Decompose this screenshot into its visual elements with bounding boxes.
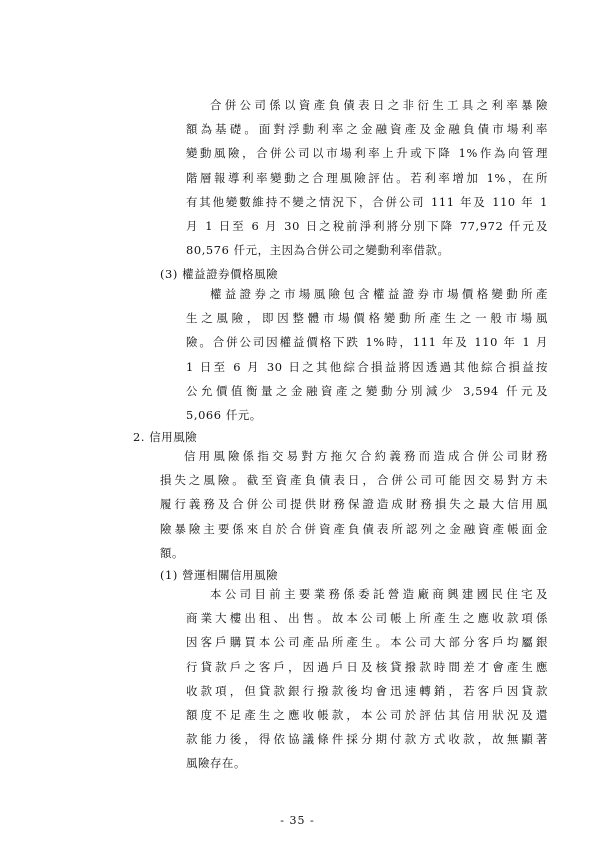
page-number: - 35 - [280,814,315,827]
text-line: 有其他變數維持不變之情況下，合併公司 111 年及 110 年 1 [186,194,548,209]
text-line: 款能力後，得依協議條件採分期付款方式收款，故無顯著 [186,732,548,747]
text-line: 80,576 仟元，主因為合併公司之變動利率借款。 [186,243,450,258]
text-line: 5,066 仟元。 [186,408,262,423]
section-heading-equity-price-risk: (3) 權益證券價格風險 [160,267,279,281]
text-line: 額度不足產生之應收帳款，本公司於評估其信用狀況及還 [186,708,548,723]
section-heading-credit-risk: 2. 信用風險 [133,430,198,444]
text-line: 損失之風險。截至資產負債表日，合併公司可能因交易對方未 [160,473,548,488]
text-line: 額為基礎。面對浮動利率之金融資產及金融負債市場利率 [186,122,548,137]
text-line: 階層報導利率變動之合理風險評估。若利率增加 1%，在所 [186,170,548,185]
text-line: 月 1 日至 6 月 30 日之稅前淨利將分別下降 77,972 仟元及 [186,219,548,234]
text-line: 因客戶購買本公司產品所產生。本公司大部分客戶均屬銀 [186,635,548,650]
text-line: 險暴險主要係來自於合併資產負債表所認列之金融資產帳面金 [160,521,548,536]
text-line: 履行義務及合併公司提供財務保證造成財務損失之最大信用風 [160,497,548,512]
text-line: 合併公司係以資產負債表日之非衍生工具之利率暴險 [210,98,548,112]
text-line: 權益證券之市場風險包含權益證券市場價格變動所產 [210,287,548,301]
interest-rate-paragraph [186,93,548,262]
text-line: 商業大樓出租、出售。故本公司帳上所產生之應收款項係 [186,611,548,626]
text-line: 生之風險，即因整體市場價格變動所產生之一般市場風 [186,311,548,326]
equity-price-paragraph [186,282,548,427]
text-line: 額。 [160,545,184,560]
text-line: 變動風險，合併公司以市場利率上升或下降 1%作為向管理 [186,146,548,161]
text-line: 行貸款戶之客戶，因過戶日及核貸撥款時間差才會產生應 [186,659,548,674]
text-line: 風險存在。 [186,756,246,771]
section-heading-operating-credit-risk: (1) 營運相關信用風險 [160,568,279,582]
text-line: 收款項，但貸款銀行撥款後均會迅速轉銷，若客戶因貸款 [186,683,548,698]
text-line: 險。合併公司因權益價格下跌 1%時，111 年及 110 年 1 月 [186,335,548,350]
text-line: 本公司目前主要業務係委託營造廠商興建國民住宅及 [210,587,548,601]
operating-credit-paragraph [186,582,548,776]
text-line: 信用風險係指交易對方拖欠合約義務而造成合併公司財務 [184,449,548,463]
credit-risk-paragraph [160,444,548,565]
text-line: 1 日至 6 月 30 日之其他綜合損益將因透過其他綜合損益按 [186,359,548,374]
text-line: 公允價值衡量之金融資產之變動分別減少 3,594 仟元及 [186,383,548,398]
